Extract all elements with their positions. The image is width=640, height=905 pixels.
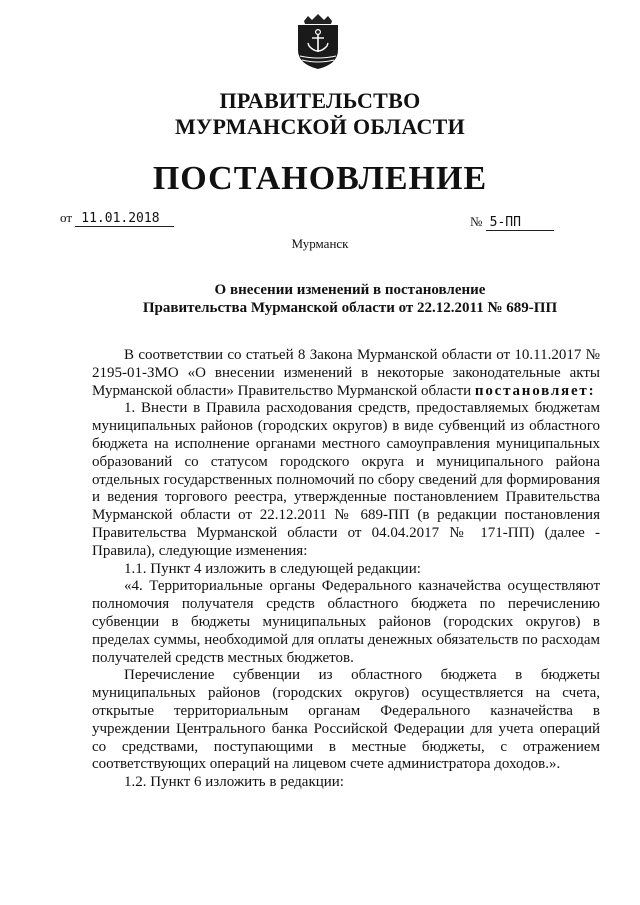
body-paragraph-preamble — [92, 347, 600, 400]
number-prefix: № — [470, 214, 483, 229]
preamble-text: В соответствии со статьей 8 Закона Мурманской области от 10.11.2017 № 2195-01-ЗМО «О внесении изменений в некоторые законодательные акты Мурманской области» Правительство Мурманской области — [92, 347, 600, 399]
body-paragraph-1: 1. Внести в Правила расходования средств, предоставляемых бюджетам муниципальных районов (городских округов) в виде субвенций из областного бюджета на исполнение органами местного самоуправления муниципальных образований со статусом городского округа и муниципального района отдельных государственных полномочий по сбору сведений для формирования и ведения торгового реестра, утвержденные постановлением Правительства Мурманской области от 22.12.2011 № 689-ПП (в редакции постановления Правительства Мурманской области от 04.04.2017 № 171-ПП) (далее - Правила), следующие изменения: — [92, 400, 600, 559]
org-title-line1: ПРАВИТЕЛЬСТВО — [219, 88, 421, 113]
document-body — [92, 347, 600, 792]
number-line — [470, 214, 554, 231]
subject-line1: О внесении изменений в постановление — [214, 282, 486, 298]
document-type-title: ПОСТАНОВЛЕНИЕ — [152, 160, 488, 197]
body-paragraph-1-2: 1.2. Пункт 6 изложить в редакции: — [124, 774, 344, 791]
resolve-word: постановляет: — [474, 382, 596, 399]
city-name: Мурманск — [291, 236, 349, 251]
date-line — [60, 210, 174, 227]
date-prefix: от — [60, 210, 73, 225]
body-paragraph-item4: «4. Территориальные органы Федерального казначейства осуществляют полномочия получателя средств областного бюджета по перечислению субвенции в бюджеты муниципальных районов (городских округов) в пределах суммы, необходимой для оплаты денежных обязательств по расходам получателей средств местных бюджетов. — [92, 578, 600, 666]
body-paragraph-1-1: 1.1. Пункт 4 изложить в следующей редакции: — [124, 560, 421, 577]
murmansk-coat-of-arms-icon — [294, 12, 342, 70]
subject-line2: Правительства Мурманской области от 22.12.2011 № 689-ПП — [142, 300, 558, 316]
org-title-line2: МУРМАНСКОЙ ОБЛАСТИ — [174, 114, 466, 139]
document-date: 11.01.2018 — [75, 211, 173, 227]
body-paragraph-transfer: Перечисление субвенции из областного бюджета в бюджеты муниципальных районов (городских округов) осуществляется на счета, открытые территориальным органам Федерального казначейства в учреждении Центрального банка Российской Федерации для учета операций со средствами, поступающими в местные бюджеты, с отражением соответствующих операций на лицевом счете администратора доходов.». — [92, 667, 600, 773]
document-number: 5-ПП — [486, 215, 554, 231]
